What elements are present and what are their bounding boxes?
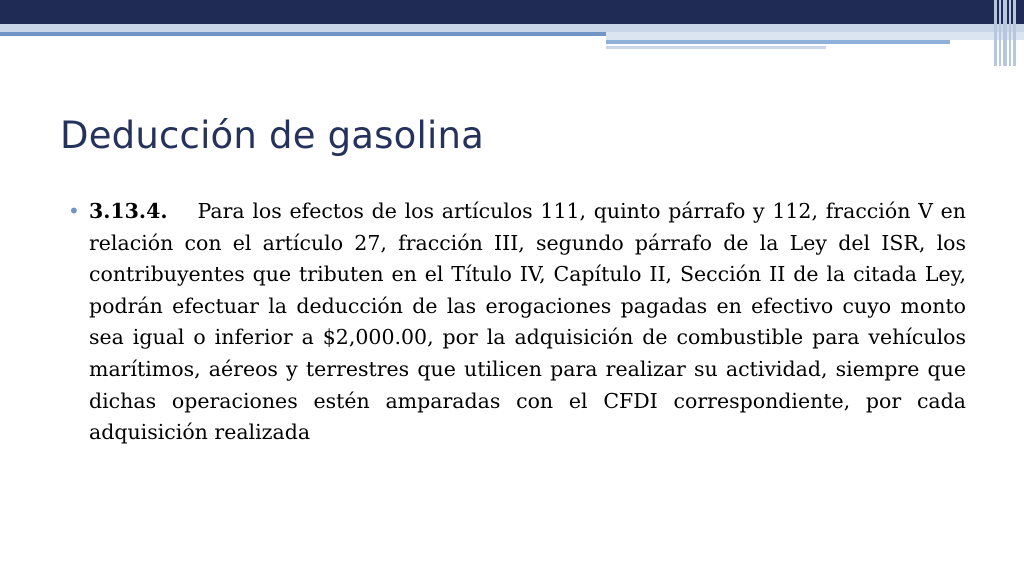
body-list [68, 196, 966, 449]
header-stripe [606, 46, 826, 49]
header-banner [0, 0, 1024, 24]
header-stripe [0, 32, 606, 36]
article-number: 3.13.4. [89, 199, 168, 223]
body-paragraph [68, 196, 966, 449]
article-text: Para los efectos de los artículos 111, quinto párrafo y 112, fracción V en relación con el artículo 27, fracción III, segundo párrafo de la Ley del ISR, los contribuyentes que tributen en el Título IV, Capítulo II, Sección II de la citada Ley, podrán efectuar la deducción de las erogaciones pagadas en efectivo cuyo monto sea igual o inferior a $2,000.00, por la adquisición de combustible para vehículos marítimos, aéreos y terrestres que utilicen para realizar su actividad, siempre que dichas operaciones estén amparadas con el CFDI correspondiente, por cada adquisición realizada [89, 199, 966, 445]
header-stripe [606, 32, 1024, 40]
bullet-icon: • [68, 199, 80, 223]
header-vertical-line [1009, 0, 1011, 66]
header-vertical-line [994, 0, 997, 66]
header-stripe [0, 24, 1024, 32]
header-vertical-line [999, 0, 1001, 66]
slide-title: Deducción de gasolina [60, 114, 484, 157]
header-vertical-line [1013, 0, 1016, 66]
header-vertical-lines [994, 0, 1024, 66]
header-stripe [606, 40, 950, 44]
header-vertical-line [1003, 0, 1007, 66]
